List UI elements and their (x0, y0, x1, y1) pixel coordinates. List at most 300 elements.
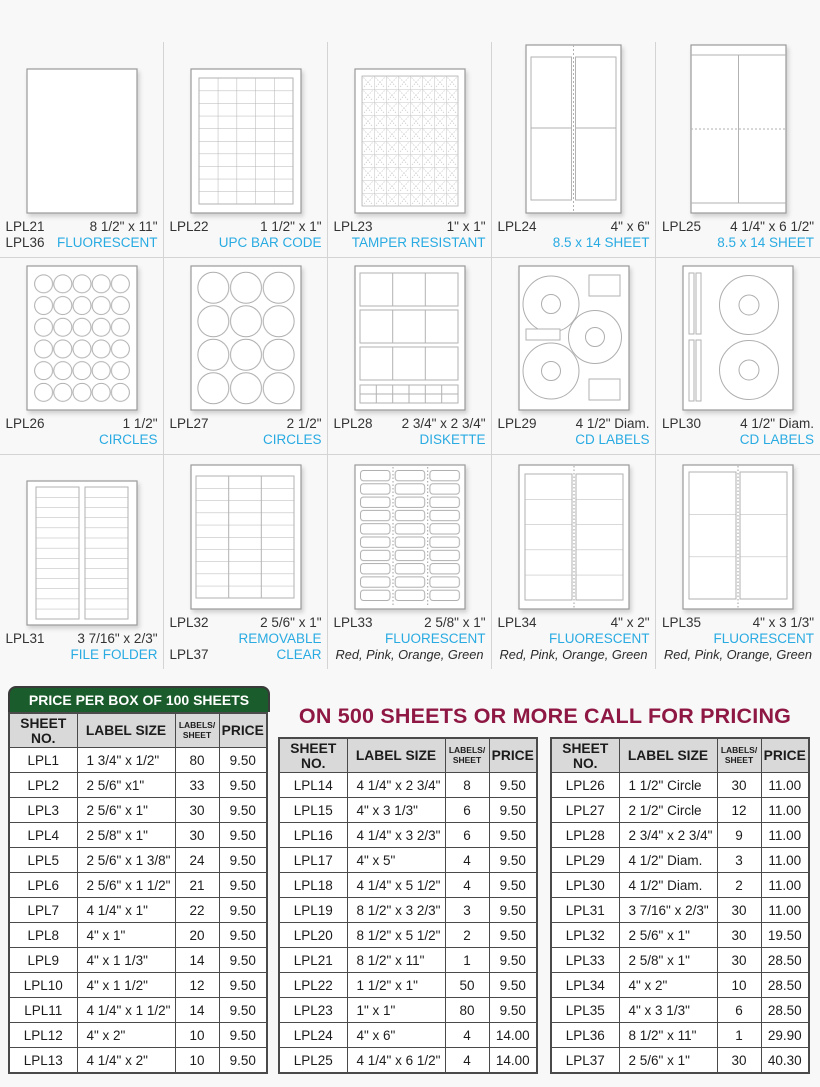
labels-per-sheet-cell: 1 (717, 1023, 761, 1048)
price-cell: 9.50 (219, 998, 267, 1023)
price-cell: 9.50 (219, 823, 267, 848)
labels-per-sheet-cell: 80 (175, 748, 219, 773)
product-size: 4 1/2" Diam. (740, 416, 814, 431)
sheet-no-cell: LPL29 (551, 848, 619, 873)
product-id: LPL35 (662, 615, 702, 630)
sheet-no-cell: LPL26 (551, 773, 619, 798)
cd-labels-2up-diagram (682, 265, 794, 411)
label-size-cell: 2 5/8" x 1" (77, 823, 175, 848)
sheet-no-cell: LPL25 (279, 1048, 347, 1074)
product-caption (662, 219, 814, 251)
price-cell: 28.50 (761, 948, 809, 973)
labels-per-sheet-cell: 30 (717, 948, 761, 973)
sheet-no-cell: LPL10 (9, 973, 77, 998)
product-size: 4 1/4" x 6 1/2" (730, 219, 814, 234)
label-size-cell: 2 5/6" x 1" (77, 798, 175, 823)
product-cell-lpl24 (492, 42, 656, 258)
price-cell: 9.50 (219, 1023, 267, 1048)
product-tagline: FLUORESCENT (56, 235, 158, 250)
price-cell: 9.50 (489, 998, 537, 1023)
labels-per-sheet-cell: 12 (717, 798, 761, 823)
product-size: 4" x 6" (610, 219, 650, 234)
price-row (551, 873, 809, 898)
labels-per-sheet-cell: 30 (717, 898, 761, 923)
labels-per-sheet-cell: 3 (445, 898, 489, 923)
col-header-labels-per-sheet (717, 738, 761, 773)
legal-sheet-half-diagram (690, 44, 787, 214)
sheet-no-cell: LPL37 (551, 1048, 619, 1074)
label-size-cell: 8 1/2" x 3 2/3" (347, 898, 445, 923)
diskette-sheet-diagram (354, 265, 466, 411)
product-id: LPL30 (662, 416, 702, 431)
price-cell: 28.50 (761, 998, 809, 1023)
sheet-no-cell: LPL7 (9, 898, 77, 923)
price-table-bulk-lpl26-37 (550, 737, 810, 1074)
sheet-no-cell: LPL12 (9, 1023, 77, 1048)
product-id: LPL24 (497, 219, 537, 234)
product-caption (170, 219, 322, 251)
product-tagline: CIRCLES (98, 432, 158, 447)
labels-per-sheet-cell: 14 (175, 998, 219, 1023)
label-size-cell: 3 7/16" x 2/3" (619, 898, 717, 923)
label-size-cell: 4 1/4" x 1" (77, 898, 175, 923)
labels-per-sheet-cell: 2 (717, 873, 761, 898)
label-size-cell: 2 5/6" x 1" (619, 923, 717, 948)
fluorescent-4x3-diagram (682, 464, 794, 610)
price-row (9, 748, 267, 773)
sheet-no-cell: LPL6 (9, 873, 77, 898)
product-id: LPL28 (333, 416, 373, 431)
price-cell: 11.00 (761, 773, 809, 798)
fluorescent-address-labels-diagram (354, 464, 466, 610)
sheet-no-cell: LPL23 (279, 998, 347, 1023)
label-size-cell: 4 1/2" Diam. (619, 873, 717, 898)
product-size: 4 1/2" Diam. (575, 416, 650, 431)
product-size: 3 7/16" x 2/3" (77, 631, 158, 646)
product-id: LPL27 (169, 416, 209, 431)
label-size-cell: 4 1/4" x 2 3/4" (347, 773, 445, 798)
product-caption (334, 219, 486, 251)
label-size-cell: 8 1/2" x 5 1/2" (347, 923, 445, 948)
price-cell: 9.50 (489, 973, 537, 998)
labels-per-sheet-cell: 20 (175, 923, 219, 948)
price-row (279, 873, 537, 898)
product-tagline: TAMPER RESISTANT (351, 235, 486, 250)
label-size-cell: 2 5/6" x1" (77, 773, 175, 798)
label-size-cell: 2 5/6" x 1 3/8" (77, 848, 175, 873)
sheet-no-cell: LPL20 (279, 923, 347, 948)
sheet-no-cell: LPL34 (551, 973, 619, 998)
fluorescent-4x2-diagram (518, 464, 630, 610)
labels-per-sheet-cell: 6 (445, 798, 489, 823)
col-header-label-size: LABEL SIZE (347, 738, 445, 773)
labels-per-sheet-cell: 4 (445, 873, 489, 898)
product-tagline: 8.5 x 14 SHEET (552, 235, 650, 250)
product-caption (170, 416, 322, 448)
price-cell: 29.90 (761, 1023, 809, 1048)
file-folder-labels-diagram (26, 480, 138, 626)
sheet-no-cell: LPL30 (551, 873, 619, 898)
sheet-no-cell: LPL19 (279, 898, 347, 923)
price-row (551, 798, 809, 823)
labels-per-sheet-cell: 30 (717, 1048, 761, 1074)
label-size-cell: 4" x 1 1/2" (77, 973, 175, 998)
sheet-no-cell: LPL16 (279, 823, 347, 848)
labels-per-sheet-cell: 10 (717, 973, 761, 998)
price-row (9, 1048, 267, 1074)
price-row (551, 1048, 809, 1074)
product-size: 1 1/2" (122, 416, 158, 431)
price-cell: 9.50 (489, 923, 537, 948)
price-row (551, 848, 809, 873)
col-header-labels-per-sheet (175, 713, 219, 748)
price-row (279, 798, 537, 823)
product-size: 2 5/8" x 1" (424, 615, 486, 630)
product-colors: Red, Pink, Orange, Green (499, 647, 648, 662)
product-tagline: REMOVABLE (238, 631, 322, 646)
product-cell-lpl34 (492, 455, 656, 669)
price-row (279, 898, 537, 923)
label-size-cell: 2 1/2" Circle (619, 798, 717, 823)
product-id: LPL31 (5, 631, 45, 646)
col-header-sheet-no: SHEET NO. (551, 738, 619, 773)
sheet-no-cell: LPL11 (9, 998, 77, 1023)
price-row (9, 1023, 267, 1048)
label-size-cell: 4 1/4" x 6 1/2" (347, 1048, 445, 1074)
price-row (9, 898, 267, 923)
labels-per-sheet-cell: 30 (717, 773, 761, 798)
col-header-labels-per-sheet (445, 738, 489, 773)
col-header-label-size: LABEL SIZE (619, 738, 717, 773)
product-tagline: FLUORESCENT (384, 631, 486, 646)
box100-table-title: PRICE PER BOX OF 100 SHEETS (8, 686, 270, 712)
product-id: LPL22 (169, 219, 209, 234)
label-size-cell: 4 1/4" x 5 1/2" (347, 873, 445, 898)
price-cell: 40.30 (761, 1048, 809, 1074)
labels-per-sheet-cell: 3 (717, 848, 761, 873)
price-cell: 11.00 (761, 823, 809, 848)
product-cell-lpl29 (492, 258, 656, 455)
product-tagline: CIRCLES (262, 432, 322, 447)
price-row (9, 848, 267, 873)
sheet-no-cell: LPL35 (551, 998, 619, 1023)
product-cell-lpl25 (656, 42, 820, 258)
product-tagline: DISKETTE (419, 432, 486, 447)
price-cell: 9.50 (219, 973, 267, 998)
col-header-price: PRICE (489, 738, 537, 773)
label-size-cell: 4 1/2" Diam. (619, 848, 717, 873)
labels-per-sheet-cell: 30 (175, 823, 219, 848)
labels-per-sheet-cell: 4 (445, 1048, 489, 1074)
price-cell: 9.50 (219, 748, 267, 773)
product-size: 2 5/6" x 1" (260, 615, 322, 630)
price-row (9, 923, 267, 948)
price-cell: 11.00 (761, 898, 809, 923)
product-cell-lpl30 (656, 258, 820, 455)
product-caption (334, 615, 486, 663)
price-row (551, 998, 809, 1023)
price-row (279, 823, 537, 848)
label-size-cell: 2 5/6" x 1" (619, 1048, 717, 1074)
product-tagline: CD LABELS (575, 432, 650, 447)
product-size: 2 3/4" x 2 3/4" (401, 416, 486, 431)
product-size: 8 1/2" x 11" (89, 219, 158, 234)
product-cell-lpl33 (328, 455, 492, 669)
price-row (9, 798, 267, 823)
product-size: 4" x 3 1/3" (752, 615, 814, 630)
price-cell: 9.50 (219, 1048, 267, 1074)
price-row (551, 1023, 809, 1048)
label-size-cell: 1 1/2" Circle (619, 773, 717, 798)
sheet-no-cell: LPL3 (9, 798, 77, 823)
product-caption (662, 416, 814, 448)
product-caption (498, 615, 650, 663)
label-size-cell: 4" x 2" (77, 1023, 175, 1048)
price-cell: 28.50 (761, 973, 809, 998)
product-tagline: UPC BAR CODE (218, 235, 322, 250)
product-tagline: CD LABELS (739, 432, 814, 447)
col-header-sheet-no: SHEET NO. (279, 738, 347, 773)
tamper-grid-diagram (354, 68, 466, 214)
product-caption (6, 219, 158, 251)
sheet-no-cell: LPL24 (279, 1023, 347, 1048)
product-caption (498, 219, 650, 251)
sheet-no-cell: LPL21 (279, 948, 347, 973)
sheet-no-cell: LPL4 (9, 823, 77, 848)
small-circles-diagram (26, 265, 138, 411)
price-row (279, 1023, 537, 1048)
product-caption (6, 631, 158, 663)
price-cell: 9.50 (219, 948, 267, 973)
header-line: SHEET (452, 754, 482, 765)
product-cell-lpl23 (328, 42, 492, 258)
labels-per-sheet-cell: 50 (445, 973, 489, 998)
product-caption (498, 416, 650, 448)
label-size-cell: 1" x 1" (347, 998, 445, 1023)
price-cell: 14.00 (489, 1023, 537, 1048)
sheet-no-cell: LPL18 (279, 873, 347, 898)
product-id: LPL23 (333, 219, 373, 234)
price-cell: 9.50 (489, 773, 537, 798)
product-caption (662, 615, 814, 663)
product-id: LPL32 (169, 615, 209, 630)
price-row (551, 898, 809, 923)
price-cell: 9.50 (489, 948, 537, 973)
header-row (9, 713, 267, 748)
sheet-no-cell: LPL28 (551, 823, 619, 848)
label-size-cell: 4" x 2" (619, 973, 717, 998)
product-id: LPL25 (662, 219, 702, 234)
header-row (551, 738, 809, 773)
labels-per-sheet-cell: 6 (717, 998, 761, 1023)
product-cell-lpl32 (164, 455, 328, 669)
product-cell-lpl28 (328, 258, 492, 455)
sheet-no-cell: LPL2 (9, 773, 77, 798)
product-size: 4" x 2" (610, 615, 650, 630)
sheet-no-cell: LPL33 (551, 948, 619, 973)
label-size-cell: 4" x 3 1/3" (347, 798, 445, 823)
labels-per-sheet-cell: 33 (175, 773, 219, 798)
sheet-no-cell: LPL27 (551, 798, 619, 823)
labels-per-sheet-cell: 22 (175, 898, 219, 923)
product-id: LPL21 (5, 219, 45, 234)
price-row (551, 973, 809, 998)
price-cell: 11.00 (761, 798, 809, 823)
label-size-cell: 2 3/4" x 2 3/4" (619, 823, 717, 848)
labels-per-sheet-cell: 8 (445, 773, 489, 798)
cd-labels-3up-diagram (518, 265, 630, 411)
product-colors: Red, Pink, Orange, Green (335, 647, 484, 662)
product-diagram-grid (0, 42, 820, 669)
price-row (279, 998, 537, 1023)
price-cell: 11.00 (761, 873, 809, 898)
price-row (9, 773, 267, 798)
product-id-secondary: LPL36 (5, 235, 45, 250)
price-cell: 11.00 (761, 848, 809, 873)
sheet-no-cell: LPL22 (279, 973, 347, 998)
sheet-no-cell: LPL36 (551, 1023, 619, 1048)
price-row (551, 948, 809, 973)
price-cell: 9.50 (489, 823, 537, 848)
removable-grid-diagram (190, 464, 302, 610)
label-size-cell: 4" x 5" (347, 848, 445, 873)
price-table-box100 (8, 712, 268, 1074)
price-table-section-box100 (8, 686, 270, 1074)
legal-sheet-4x6-diagram (525, 44, 622, 214)
price-row (279, 973, 537, 998)
product-id-secondary: LPL37 (169, 647, 209, 662)
label-size-cell: 4" x 1 1/3" (77, 948, 175, 973)
product-cell-lpl31 (0, 455, 164, 669)
col-header-price: PRICE (219, 713, 267, 748)
label-size-cell: 4" x 3 1/3" (619, 998, 717, 1023)
price-cell: 9.50 (219, 773, 267, 798)
product-tagline-secondary: CLEAR (276, 647, 322, 662)
price-row (551, 773, 809, 798)
labels-per-sheet-cell: 80 (445, 998, 489, 1023)
sheet-no-cell: LPL14 (279, 773, 347, 798)
product-tagline: FILE FOLDER (70, 647, 158, 662)
product-cell-lpl27 (164, 258, 328, 455)
product-caption (6, 416, 158, 448)
sheet-no-cell: LPL15 (279, 798, 347, 823)
col-header-price: PRICE (761, 738, 809, 773)
header-row (279, 738, 537, 773)
price-cell: 9.50 (489, 873, 537, 898)
label-size-cell: 4 1/4" x 3 2/3" (347, 823, 445, 848)
product-cell-lpl22 (164, 42, 328, 258)
price-cell: 19.50 (761, 923, 809, 948)
product-caption (334, 416, 486, 448)
labels-per-sheet-cell: 30 (717, 923, 761, 948)
product-tagline: 8.5 x 14 SHEET (717, 235, 814, 250)
product-cell-lpl35 (656, 455, 820, 669)
product-tagline: FLUORESCENT (713, 631, 814, 646)
product-id: LPL34 (497, 615, 537, 630)
price-cell: 9.50 (489, 798, 537, 823)
bulk-pricing-heading: ON 500 SHEETS OR MORE CALL FOR PRICING (298, 704, 792, 728)
price-row (9, 873, 267, 898)
labels-per-sheet-cell: 14 (175, 948, 219, 973)
price-table-section-bulk2 (550, 737, 812, 1074)
price-row (279, 773, 537, 798)
label-size-cell: 4" x 1" (77, 923, 175, 948)
sheet-no-cell: LPL13 (9, 1048, 77, 1074)
product-colors: Red, Pink, Orange, Green (664, 647, 812, 662)
price-row (551, 923, 809, 948)
price-row (279, 923, 537, 948)
labels-per-sheet-cell: 2 (445, 923, 489, 948)
price-table-section-bulk1 (278, 737, 540, 1074)
sheet-no-cell: LPL31 (551, 898, 619, 923)
product-id: LPL26 (5, 416, 45, 431)
price-cell: 9.50 (219, 873, 267, 898)
col-header-sheet-no: SHEET NO. (9, 713, 77, 748)
price-table-bulk-lpl14-25 (278, 737, 538, 1074)
label-size-cell: 8 1/2" x 11" (619, 1023, 717, 1048)
product-size: 2 1/2" (286, 416, 322, 431)
sheet-no-cell: LPL9 (9, 948, 77, 973)
labels-per-sheet-cell: 6 (445, 823, 489, 848)
price-row (9, 948, 267, 973)
labels-per-sheet-cell: 1 (445, 948, 489, 973)
price-cell: 9.50 (489, 898, 537, 923)
label-size-cell: 4" x 6" (347, 1023, 445, 1048)
labels-per-sheet-cell: 24 (175, 848, 219, 873)
price-row (279, 848, 537, 873)
header-line: LABELS/ (178, 720, 216, 730)
large-circles-diagram (190, 265, 302, 411)
label-size-cell: 2 5/8" x 1" (619, 948, 717, 973)
product-id: LPL29 (497, 416, 537, 431)
label-size-cell: 4 1/4" x 1 1/2" (77, 998, 175, 1023)
label-size-cell: 1 3/4" x 1/2" (77, 748, 175, 773)
label-size-cell: 8 1/2" x 11" (347, 948, 445, 973)
price-row (9, 823, 267, 848)
labels-per-sheet-cell: 4 (445, 1023, 489, 1048)
sheet-no-cell: LPL5 (9, 848, 77, 873)
product-cell-lpl21 (0, 42, 164, 258)
price-cell: 9.50 (489, 848, 537, 873)
labels-per-sheet-cell: 12 (175, 973, 219, 998)
label-size-cell: 1 1/2" x 1" (347, 973, 445, 998)
col-header-label-size: LABEL SIZE (77, 713, 175, 748)
price-row (551, 823, 809, 848)
sheet-no-cell: LPL8 (9, 923, 77, 948)
sheet-no-cell: LPL17 (279, 848, 347, 873)
header-line: LABELS/ (448, 745, 486, 755)
label-size-cell: 2 5/6" x 1 1/2" (77, 873, 175, 898)
price-cell: 9.50 (219, 798, 267, 823)
product-size: 1" x 1" (446, 219, 486, 234)
grid-sheet-diagram (190, 68, 302, 214)
labels-per-sheet-cell: 4 (445, 848, 489, 873)
price-cell: 14.00 (489, 1048, 537, 1074)
header-line: LABELS/ (720, 745, 758, 755)
sheet-no-cell: LPL1 (9, 748, 77, 773)
price-cell: 9.50 (219, 898, 267, 923)
price-row (9, 973, 267, 998)
labels-per-sheet-cell: 9 (717, 823, 761, 848)
product-tagline: FLUORESCENT (548, 631, 650, 646)
product-size: 1 1/2" x 1" (260, 219, 322, 234)
product-caption (170, 615, 322, 663)
price-cell: 9.50 (219, 923, 267, 948)
header-line: SHEET (724, 754, 754, 765)
header-line: SHEET (182, 729, 212, 740)
labels-per-sheet-cell: 10 (175, 1023, 219, 1048)
blank-sheet-diagram (26, 68, 138, 214)
